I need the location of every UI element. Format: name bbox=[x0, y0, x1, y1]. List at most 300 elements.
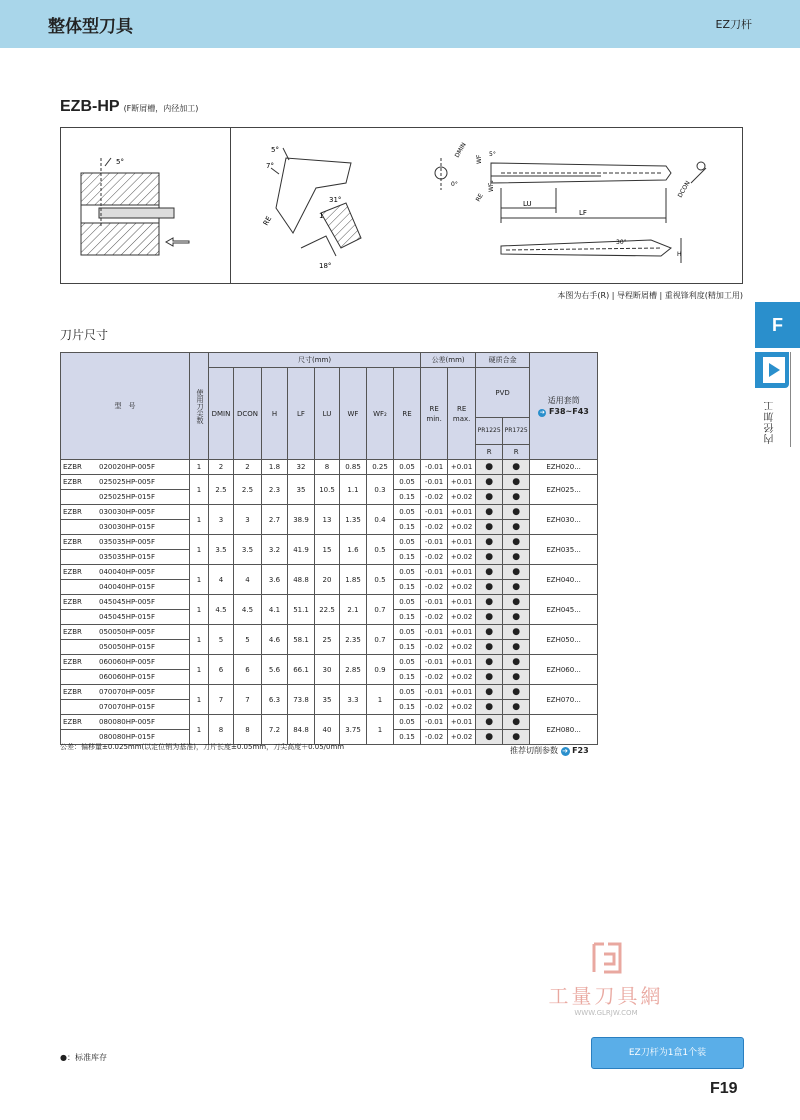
cell-re-max: +0.02 bbox=[448, 490, 476, 505]
stock-dot: ● bbox=[476, 475, 503, 490]
cell-dcon: 4 bbox=[234, 565, 262, 595]
cell-lf: 48.8 bbox=[288, 565, 315, 595]
cell-wf2: 1 bbox=[367, 715, 394, 745]
cell-re-max: +0.01 bbox=[448, 715, 476, 730]
stock-dot: ● bbox=[503, 700, 530, 715]
stock-dot: ● bbox=[503, 595, 530, 610]
cell-sleeve: EZH060... bbox=[530, 655, 598, 685]
header-tol-1: RE max. bbox=[448, 368, 476, 460]
model-code: 050050HP-015F bbox=[99, 643, 155, 651]
model-code: 035035HP-015F bbox=[99, 553, 155, 561]
model-cell bbox=[61, 715, 190, 730]
cell-re-min: -0.01 bbox=[421, 460, 448, 475]
model-cell bbox=[61, 655, 190, 670]
cell-re: 0.15 bbox=[394, 610, 421, 625]
cell-lu: 13 bbox=[315, 505, 340, 535]
cell-re-min: -0.01 bbox=[421, 505, 448, 520]
model-code: 025025HP-015F bbox=[99, 493, 155, 501]
cell-wf: 2.1 bbox=[340, 595, 367, 625]
stock-dot: ● bbox=[503, 715, 530, 730]
model-prefix: EZBR bbox=[63, 478, 82, 486]
cell-h: 3.6 bbox=[262, 565, 288, 595]
model-code: 080080HP-015F bbox=[99, 733, 155, 741]
model-code: 030030HP-005F bbox=[99, 508, 155, 516]
cell-wf: 3.75 bbox=[340, 715, 367, 745]
cell-lf: 58.1 bbox=[288, 625, 315, 655]
section-title: 刀片尺寸 bbox=[60, 328, 109, 342]
dmin-label: DMIN bbox=[453, 141, 468, 159]
cell-edges: 1 bbox=[190, 460, 209, 475]
model-cell bbox=[61, 685, 190, 700]
insert-dimension-view bbox=[435, 142, 706, 263]
cell-edges: 1 bbox=[190, 715, 209, 745]
cell-sleeve: EZH080... bbox=[530, 715, 598, 745]
cell-dmin: 8 bbox=[209, 715, 234, 745]
cell-wf2: 0.5 bbox=[367, 535, 394, 565]
model-prefix: EZBR bbox=[63, 658, 82, 666]
cell-lu: 22.5 bbox=[315, 595, 340, 625]
table-row bbox=[61, 505, 598, 520]
cell-re-max: +0.02 bbox=[448, 550, 476, 565]
cell-wf2: 0.7 bbox=[367, 625, 394, 655]
header-col-7: RE bbox=[394, 368, 421, 460]
model-cell bbox=[61, 550, 190, 565]
stock-dot: ● bbox=[476, 700, 503, 715]
arrow-icon: ➔ bbox=[562, 747, 568, 755]
cell-re-max: +0.01 bbox=[448, 595, 476, 610]
cell-re-max: +0.01 bbox=[448, 655, 476, 670]
cell-lu: 8 bbox=[315, 460, 340, 475]
boring-icon bbox=[762, 356, 786, 384]
table-row bbox=[61, 715, 598, 730]
cell-h: 5.6 bbox=[262, 655, 288, 685]
cell-re-max: +0.01 bbox=[448, 475, 476, 490]
stock-dot: ● bbox=[503, 535, 530, 550]
arrow-icon: ➔ bbox=[539, 409, 545, 416]
angle-label-31: 31° bbox=[329, 196, 342, 204]
cell-re: 0.05 bbox=[394, 475, 421, 490]
cell-re-min: -0.01 bbox=[421, 535, 448, 550]
cell-dmin: 2 bbox=[209, 460, 234, 475]
header-sleeve-ref[interactable] bbox=[530, 406, 597, 417]
model-cell bbox=[61, 580, 190, 595]
cell-edges: 1 bbox=[190, 625, 209, 655]
cell-h: 6.3 bbox=[262, 685, 288, 715]
model-prefix: EZBR bbox=[63, 463, 82, 471]
cell-dcon: 3.5 bbox=[234, 535, 262, 565]
cell-re: 0.05 bbox=[394, 595, 421, 610]
cell-re-min: -0.01 bbox=[421, 565, 448, 580]
cell-re-min: -0.01 bbox=[421, 625, 448, 640]
one-label: 1 bbox=[319, 212, 324, 220]
technical-drawing bbox=[61, 128, 744, 285]
spec-table bbox=[60, 352, 598, 745]
model-cell bbox=[61, 610, 190, 625]
angle-label-18: 18° bbox=[319, 262, 332, 270]
cell-lf: 38.9 bbox=[288, 505, 315, 535]
model-code: 080080HP-005F bbox=[99, 718, 155, 726]
model-cell bbox=[61, 475, 190, 490]
cell-re-max: +0.02 bbox=[448, 670, 476, 685]
model-cell bbox=[61, 595, 190, 610]
diagram-box bbox=[60, 127, 743, 284]
cell-re-max: +0.02 bbox=[448, 700, 476, 715]
watermark-logo-icon bbox=[586, 940, 626, 976]
re-label: RE bbox=[261, 214, 274, 227]
model-code: 060060HP-015F bbox=[99, 673, 155, 681]
angle-label-0: 0° bbox=[451, 181, 458, 188]
model-cell bbox=[61, 625, 190, 640]
cell-h: 4.6 bbox=[262, 625, 288, 655]
lu-label: LU bbox=[523, 200, 532, 208]
cell-wf2: 0.7 bbox=[367, 595, 394, 625]
header-col-5: WF bbox=[340, 368, 367, 460]
stock-dot: ● bbox=[476, 610, 503, 625]
cell-sleeve: EZH050... bbox=[530, 625, 598, 655]
stock-dot: ● bbox=[503, 505, 530, 520]
diagram-note: 本图为右手(R) | 导程断屑槽 | 重视锋利度(精加工用) bbox=[557, 291, 743, 300]
cell-re-min: -0.02 bbox=[421, 520, 448, 535]
cell-dmin: 2.5 bbox=[209, 475, 234, 505]
stock-dot: ● bbox=[476, 595, 503, 610]
dcon-label: DCON bbox=[676, 179, 692, 199]
model-code: 020020HP-005F bbox=[99, 463, 155, 471]
cell-re: 0.15 bbox=[394, 550, 421, 565]
cell-re-max: +0.01 bbox=[448, 565, 476, 580]
cell-lu: 30 bbox=[315, 655, 340, 685]
header-category: EZ刀杆 bbox=[715, 18, 752, 31]
model-prefix: EZBR bbox=[63, 628, 82, 636]
cell-lu: 25 bbox=[315, 625, 340, 655]
cell-wf: 1.1 bbox=[340, 475, 367, 505]
model-cell bbox=[61, 670, 190, 685]
stock-dot: ● bbox=[476, 580, 503, 595]
cell-wf: 1.85 bbox=[340, 565, 367, 595]
cell-wf2: 0.3 bbox=[367, 475, 394, 505]
cell-sleeve: EZH020... bbox=[530, 460, 598, 475]
header-pvd: PVD bbox=[476, 368, 530, 418]
cell-re: 0.05 bbox=[394, 535, 421, 550]
product-desc: (F断屑槽，内径加工) bbox=[123, 104, 199, 113]
table-row bbox=[61, 685, 598, 700]
model-code: 050050HP-005F bbox=[99, 628, 155, 636]
cell-h: 7.2 bbox=[262, 715, 288, 745]
h-label: H bbox=[677, 251, 682, 258]
cell-lf: 41.9 bbox=[288, 535, 315, 565]
cell-sleeve: EZH030... bbox=[530, 505, 598, 535]
cell-dmin: 3.5 bbox=[209, 535, 234, 565]
stock-dot: ● bbox=[503, 475, 530, 490]
stock-dot: ● bbox=[476, 670, 503, 685]
model-cell bbox=[61, 505, 190, 520]
product-name: EZB-HP bbox=[60, 98, 120, 115]
cell-re-min: -0.02 bbox=[421, 580, 448, 595]
cell-wf: 1.35 bbox=[340, 505, 367, 535]
header-col-6: WF₂ bbox=[367, 368, 394, 460]
cell-re-min: -0.01 bbox=[421, 595, 448, 610]
model-code: 070070HP-015F bbox=[99, 703, 155, 711]
cell-re-min: -0.02 bbox=[421, 640, 448, 655]
watermark-cn: 工量刀具網 bbox=[548, 984, 664, 1008]
cell-lu: 40 bbox=[315, 715, 340, 745]
side-label: 内径加工 bbox=[765, 400, 776, 444]
cell-lu: 35 bbox=[315, 685, 340, 715]
cell-h: 1.8 bbox=[262, 460, 288, 475]
stock-dot: ● bbox=[503, 460, 530, 475]
cell-re: 0.05 bbox=[394, 625, 421, 640]
recommend-text: 推荐切削参数 bbox=[510, 746, 558, 755]
cell-re-max: +0.01 bbox=[448, 625, 476, 640]
table-row bbox=[61, 460, 598, 475]
cell-edges: 1 bbox=[190, 475, 209, 505]
stock-dot: ● bbox=[503, 565, 530, 580]
cell-dcon: 2.5 bbox=[234, 475, 262, 505]
cell-re-min: -0.01 bbox=[421, 685, 448, 700]
header-col-0: DMIN bbox=[209, 368, 234, 460]
cell-h: 2.3 bbox=[262, 475, 288, 505]
angle-label-5: 5° bbox=[116, 158, 124, 166]
cell-re-max: +0.02 bbox=[448, 520, 476, 535]
cell-lu: 20 bbox=[315, 565, 340, 595]
cell-lu: 15 bbox=[315, 535, 340, 565]
table-row bbox=[61, 565, 598, 580]
stock-dot: ● bbox=[503, 685, 530, 700]
stock-dot: ● bbox=[503, 550, 530, 565]
model-code: 045045HP-015F bbox=[99, 613, 155, 621]
cell-re: 0.15 bbox=[394, 640, 421, 655]
cell-re-min: -0.01 bbox=[421, 715, 448, 730]
cell-sleeve: EZH045... bbox=[530, 595, 598, 625]
stock-legend: ●：标准库存 bbox=[60, 1053, 107, 1062]
stock-dot: ● bbox=[476, 655, 503, 670]
package-info-button[interactable]: EZ刀杆为1盒1个装 bbox=[591, 1037, 744, 1069]
table-row bbox=[61, 535, 598, 550]
model-code: 060060HP-005F bbox=[99, 658, 155, 666]
model-cell bbox=[61, 535, 190, 550]
model-code: 040040HP-005F bbox=[99, 568, 155, 576]
cell-re: 0.15 bbox=[394, 670, 421, 685]
header-col-1: DCON bbox=[234, 368, 262, 460]
cell-re-min: -0.02 bbox=[421, 670, 448, 685]
cell-re: 0.05 bbox=[394, 565, 421, 580]
header-col-2: H bbox=[262, 368, 288, 460]
cell-lf: 84.8 bbox=[288, 715, 315, 745]
cell-wf2: 0.4 bbox=[367, 505, 394, 535]
cell-dmin: 6 bbox=[209, 655, 234, 685]
stock-dot: ● bbox=[476, 490, 503, 505]
recommend-link[interactable] bbox=[510, 745, 589, 756]
cell-dmin: 4.5 bbox=[209, 595, 234, 625]
wf-label: WF bbox=[476, 154, 483, 164]
cell-wf2: 0.5 bbox=[367, 565, 394, 595]
header-sleeve bbox=[530, 353, 598, 460]
cell-sleeve: EZH035... bbox=[530, 535, 598, 565]
cell-re: 0.15 bbox=[394, 520, 421, 535]
cell-re: 0.15 bbox=[394, 580, 421, 595]
stock-dot: ● bbox=[476, 550, 503, 565]
stock-dot: ● bbox=[476, 730, 503, 745]
cell-dcon: 5 bbox=[234, 625, 262, 655]
cell-re-max: +0.01 bbox=[448, 685, 476, 700]
cell-re-max: +0.02 bbox=[448, 640, 476, 655]
cell-re-min: -0.02 bbox=[421, 730, 448, 745]
cell-dcon: 8 bbox=[234, 715, 262, 745]
cell-edges: 1 bbox=[190, 595, 209, 625]
model-cell bbox=[61, 700, 190, 715]
cell-sleeve: EZH025... bbox=[530, 475, 598, 505]
model-code: 045045HP-005F bbox=[99, 598, 155, 606]
stock-dot: ● bbox=[503, 655, 530, 670]
cell-wf: 3.3 bbox=[340, 685, 367, 715]
cell-wf: 2.85 bbox=[340, 655, 367, 685]
cell-lf: 66.1 bbox=[288, 655, 315, 685]
header-col-4: LU bbox=[315, 368, 340, 460]
header-edges bbox=[190, 353, 209, 460]
table-row bbox=[61, 475, 598, 490]
model-prefix: EZBR bbox=[63, 718, 82, 726]
angle-label-7: 7° bbox=[266, 162, 274, 170]
model-prefix: EZBR bbox=[63, 508, 82, 516]
cell-lf: 32 bbox=[288, 460, 315, 475]
stock-dot: ● bbox=[503, 520, 530, 535]
cell-re: 0.05 bbox=[394, 685, 421, 700]
stock-dot: ● bbox=[476, 565, 503, 580]
tolerance-footnote: 公差：偏移量±0.025mm(以定位销为基准)，刀片长度±0.05mm，刀尖高度＋0.05/0mm bbox=[60, 743, 345, 751]
cell-edges: 1 bbox=[190, 535, 209, 565]
model-code: 030030HP-015F bbox=[99, 523, 155, 531]
model-cell bbox=[61, 490, 190, 505]
cell-lu: 10.5 bbox=[315, 475, 340, 505]
cell-re-min: -0.02 bbox=[421, 610, 448, 625]
cell-re-max: +0.01 bbox=[448, 535, 476, 550]
lf-label: LF bbox=[579, 209, 587, 217]
angle-label-30: 30° bbox=[616, 239, 627, 246]
cell-lf: 35 bbox=[288, 475, 315, 505]
angle-label-5c: 5° bbox=[489, 151, 496, 158]
cell-h: 3.2 bbox=[262, 535, 288, 565]
stock-dot: ● bbox=[503, 610, 530, 625]
cell-dmin: 5 bbox=[209, 625, 234, 655]
header-hand-1: R bbox=[503, 445, 530, 460]
cell-dmin: 4 bbox=[209, 565, 234, 595]
cell-dmin: 7 bbox=[209, 685, 234, 715]
cell-re: 0.15 bbox=[394, 730, 421, 745]
model-code: 040040HP-015F bbox=[99, 583, 155, 591]
cell-edges: 1 bbox=[190, 565, 209, 595]
model-prefix: EZBR bbox=[63, 568, 82, 576]
table-row bbox=[61, 595, 598, 610]
stock-dot: ● bbox=[476, 685, 503, 700]
side-divider bbox=[790, 352, 800, 447]
header-tol-0: RE min. bbox=[421, 368, 448, 460]
cell-re: 0.15 bbox=[394, 490, 421, 505]
model-cell bbox=[61, 460, 190, 475]
cell-h: 2.7 bbox=[262, 505, 288, 535]
cell-re-max: +0.01 bbox=[448, 460, 476, 475]
cell-dcon: 6 bbox=[234, 655, 262, 685]
cell-wf2: 1 bbox=[367, 685, 394, 715]
cell-wf: 0.85 bbox=[340, 460, 367, 475]
model-prefix: EZBR bbox=[63, 538, 82, 546]
model-prefix: EZBR bbox=[63, 598, 82, 606]
header-grade-1: PR1725 bbox=[503, 418, 530, 445]
cell-edges: 1 bbox=[190, 655, 209, 685]
stock-dot: ● bbox=[476, 640, 503, 655]
cell-wf: 2.35 bbox=[340, 625, 367, 655]
cell-re: 0.05 bbox=[394, 655, 421, 670]
model-code: 070070HP-005F bbox=[99, 688, 155, 696]
cell-edges: 1 bbox=[190, 685, 209, 715]
model-cell bbox=[61, 640, 190, 655]
stock-dot: ● bbox=[476, 625, 503, 640]
model-prefix: EZBR bbox=[63, 688, 82, 696]
cell-re-min: -0.01 bbox=[421, 475, 448, 490]
wf2-label: WF₂ bbox=[488, 180, 495, 192]
header-sleeve-text: 适用套筒 bbox=[547, 396, 580, 405]
header-title: 整体型刀具 bbox=[48, 17, 133, 37]
model-cell bbox=[61, 565, 190, 580]
cell-h: 4.1 bbox=[262, 595, 288, 625]
cell-dmin: 3 bbox=[209, 505, 234, 535]
re-label-2: RE bbox=[474, 192, 485, 203]
stock-dot: ● bbox=[476, 460, 503, 475]
cell-dcon: 4.5 bbox=[234, 595, 262, 625]
cell-re: 0.05 bbox=[394, 505, 421, 520]
stock-dot: ● bbox=[476, 520, 503, 535]
stock-dot: ● bbox=[503, 730, 530, 745]
table-row bbox=[61, 655, 598, 670]
header-tolerance: 公差(mm) bbox=[421, 353, 476, 368]
cell-dcon: 2 bbox=[234, 460, 262, 475]
cell-re: 0.15 bbox=[394, 700, 421, 715]
cell-re-max: +0.02 bbox=[448, 730, 476, 745]
stock-dot: ● bbox=[503, 670, 530, 685]
angle-label-5b: 5° bbox=[271, 146, 279, 154]
stock-dot: ● bbox=[476, 505, 503, 520]
cell-re-min: -0.02 bbox=[421, 490, 448, 505]
header-col-3: LF bbox=[288, 368, 315, 460]
recommend-ref: F23 bbox=[572, 746, 589, 755]
cell-re-min: -0.02 bbox=[421, 700, 448, 715]
stock-dot: ● bbox=[476, 535, 503, 550]
cell-lf: 73.8 bbox=[288, 685, 315, 715]
cell-lf: 51.1 bbox=[288, 595, 315, 625]
cell-re-min: -0.02 bbox=[421, 550, 448, 565]
stock-dot: ● bbox=[476, 715, 503, 730]
watermark bbox=[536, 940, 676, 1017]
model-code: 025025HP-005F bbox=[99, 478, 155, 486]
cell-wf: 1.6 bbox=[340, 535, 367, 565]
table-row bbox=[61, 625, 598, 640]
model-code: 035035HP-005F bbox=[99, 538, 155, 546]
cell-dcon: 7 bbox=[234, 685, 262, 715]
watermark-url: WWW.GLRJW.COM bbox=[574, 1009, 638, 1017]
stock-dot: ● bbox=[503, 580, 530, 595]
model-cell bbox=[61, 520, 190, 535]
stock-dot: ● bbox=[503, 640, 530, 655]
stock-dot: ● bbox=[503, 625, 530, 640]
cell-re-min: -0.01 bbox=[421, 655, 448, 670]
header-model: 型 号 bbox=[61, 353, 190, 460]
cell-edges: 1 bbox=[190, 505, 209, 535]
cell-re-max: +0.02 bbox=[448, 580, 476, 595]
header-carbide: 硬质合金 bbox=[476, 353, 530, 368]
header-hand-0: R bbox=[476, 445, 503, 460]
cell-dcon: 3 bbox=[234, 505, 262, 535]
side-tab-f[interactable]: F bbox=[755, 302, 800, 348]
header-dimensions: 尺寸(mm) bbox=[209, 353, 421, 368]
header-edges-text: 使用刀尖数 bbox=[196, 388, 204, 424]
